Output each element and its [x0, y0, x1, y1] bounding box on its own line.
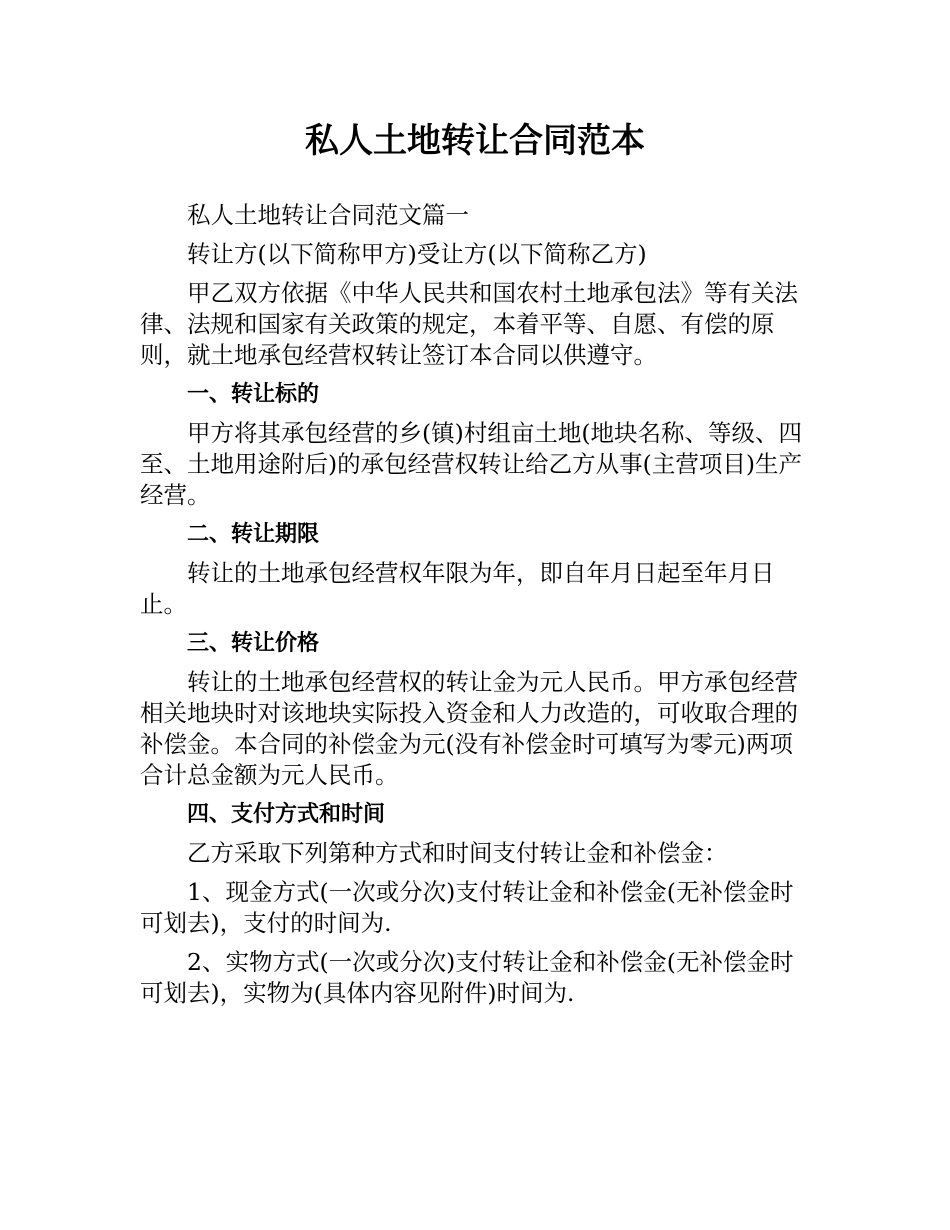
paragraph-payment-cash: 1、现金方式(一次或分次)支付转让金和补偿金(无补偿金时可划去)，支付的时间为.	[140, 878, 794, 937]
document-title: 私人土地转让合同范本	[305, 121, 645, 161]
paragraph-subject: 甲方将其承包经营的乡(镇)村组亩土地(地块名称、等级、四至、土地用途附后)的承包经营权转让给乙方从事(主营项目)生产经营。	[140, 419, 803, 509]
paragraph-subtitle: 私人土地转让合同范文篇一	[187, 201, 469, 229]
section-heading-payment: 四、支付方式和时间	[187, 802, 386, 827]
section-heading-subject: 一、转让标的	[187, 382, 320, 407]
section-heading-term: 二、转让期限	[187, 522, 320, 547]
paragraph-payment-goods: 2、实物方式(一次或分次)支付转让金和补偿金(无补偿金时可划去)，实物为(具体内容见附件)时间为.	[140, 948, 794, 1007]
paragraph-term: 转让的土地承包经营权年限为年，即自年月日起至年月日止。	[140, 559, 775, 618]
paragraph-basis: 甲乙双方依据《中华人民共和国农村土地承包法》等有关法律、法规和国家有关政策的规定，本着平等、自愿、有偿的原则，就土地承包经营权转让签订本合同以供遵守。	[140, 279, 798, 369]
document-body	[140, 200, 812, 1017]
section-heading-price: 三、转让价格	[187, 631, 320, 656]
paragraph-price: 转让的土地承包经营权的转让金为元人民币。甲方承包经营相关地块时对该地块实际投入资金和人力改造的，可收取合理的补偿金。本合同的补偿金为元(没有补偿金时可填写为零元)两项合计总金额为元人民币。	[140, 668, 798, 789]
paragraph-parties: 转让方(以下简称甲方)受让方(以下简称乙方)	[187, 240, 647, 268]
paragraph-payment-intro: 乙方采取下列第种方式和时间支付转让金和补偿金：	[187, 839, 728, 867]
